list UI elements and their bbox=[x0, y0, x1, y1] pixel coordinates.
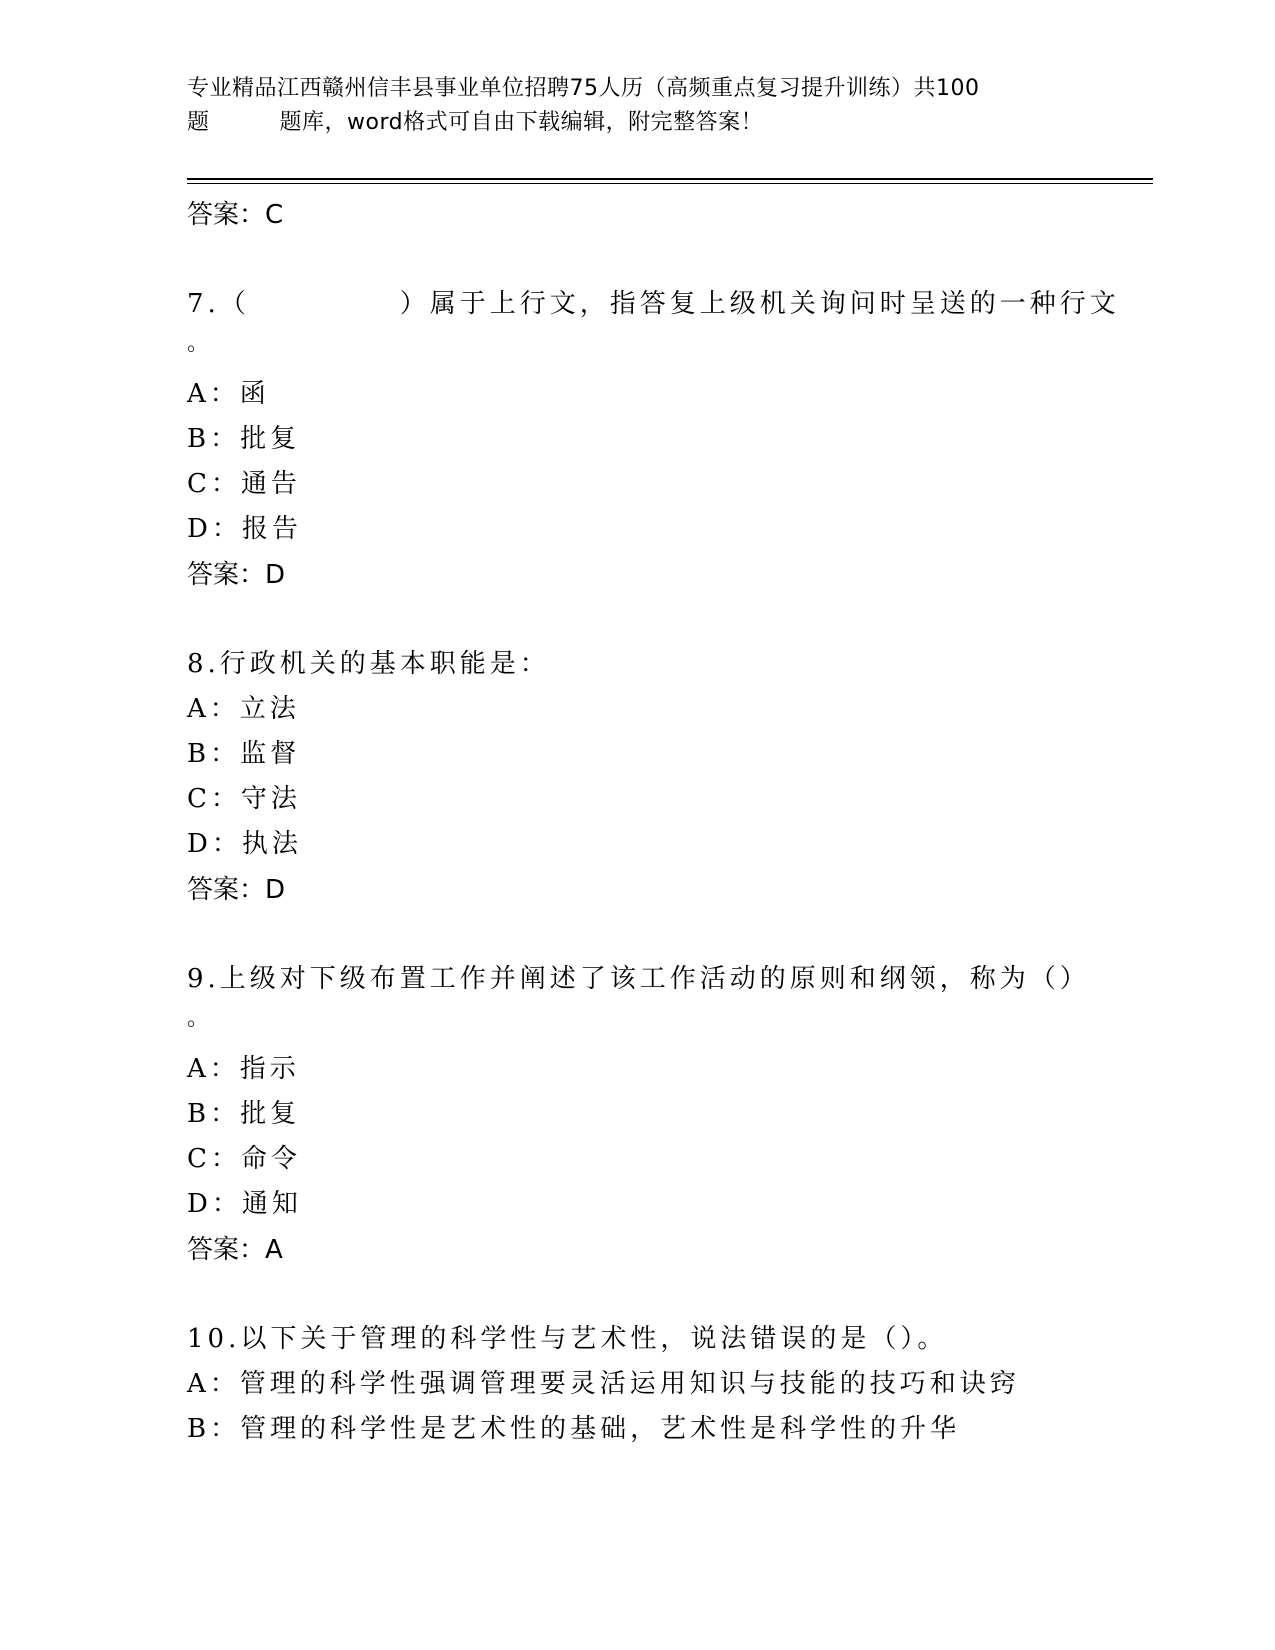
option-d: D：报告 bbox=[187, 514, 302, 544]
question-block bbox=[187, 957, 1147, 1273]
header-divider-thin bbox=[187, 183, 1153, 184]
answer-line: 答案：C bbox=[187, 200, 284, 230]
question-text-continuation: 。 bbox=[187, 331, 210, 356]
answer-line: 答案：D bbox=[187, 875, 286, 905]
header-title-line-2 bbox=[187, 106, 1067, 140]
question-text-continuation: 。 bbox=[187, 1006, 210, 1031]
header-title-line-1: 专业精品江西赣州信丰县事业单位招聘75人历（高频重点复习提升训练）共100 bbox=[187, 76, 980, 101]
option-b: B：监督 bbox=[187, 739, 301, 769]
option-b: B：管理的科学性是艺术性的基础，艺术性是科学性的升华 bbox=[187, 1414, 961, 1444]
question-text: 9.上级对下级布置工作并阐述了该工作活动的原则和纲领，称为（） bbox=[187, 964, 1090, 994]
answer-line: 答案：A bbox=[187, 1235, 283, 1265]
option-b: B：批复 bbox=[187, 1099, 301, 1129]
question-text: 10.以下关于管理的科学性与艺术性，说法错误的是（）。 bbox=[187, 1324, 948, 1354]
header-subtitle: 题库，word格式可自由下载编辑，附完整答案！ bbox=[279, 110, 764, 135]
header-divider-thick bbox=[187, 178, 1153, 180]
option-d: D：通知 bbox=[187, 1189, 302, 1219]
option-a: A：函 bbox=[187, 379, 270, 409]
option-a: A：指示 bbox=[187, 1054, 300, 1084]
option-d: D：执法 bbox=[187, 829, 302, 859]
question-block bbox=[187, 642, 1147, 913]
question-block bbox=[187, 1317, 1147, 1452]
option-c: C：命令 bbox=[187, 1144, 301, 1174]
option-c: C：通告 bbox=[187, 469, 301, 499]
question-text: 8.行政机关的基本职能是： bbox=[187, 649, 550, 679]
header-title-fragment: 题 bbox=[187, 110, 210, 135]
question-text: 7.（ ）属于上行文，指答复上级机关询问时呈送的一种行文 bbox=[187, 289, 1120, 319]
question-block bbox=[187, 282, 1147, 598]
answer-line: 答案：D bbox=[187, 560, 286, 590]
page-header bbox=[187, 72, 1067, 140]
option-b: B：批复 bbox=[187, 424, 301, 454]
option-a: A：管理的科学性强调管理要灵活运用知识与技能的技巧和诀窍 bbox=[187, 1369, 1020, 1399]
option-c: C：守法 bbox=[187, 784, 301, 814]
question-list bbox=[187, 192, 1147, 1452]
option-a: A：立法 bbox=[187, 694, 300, 724]
